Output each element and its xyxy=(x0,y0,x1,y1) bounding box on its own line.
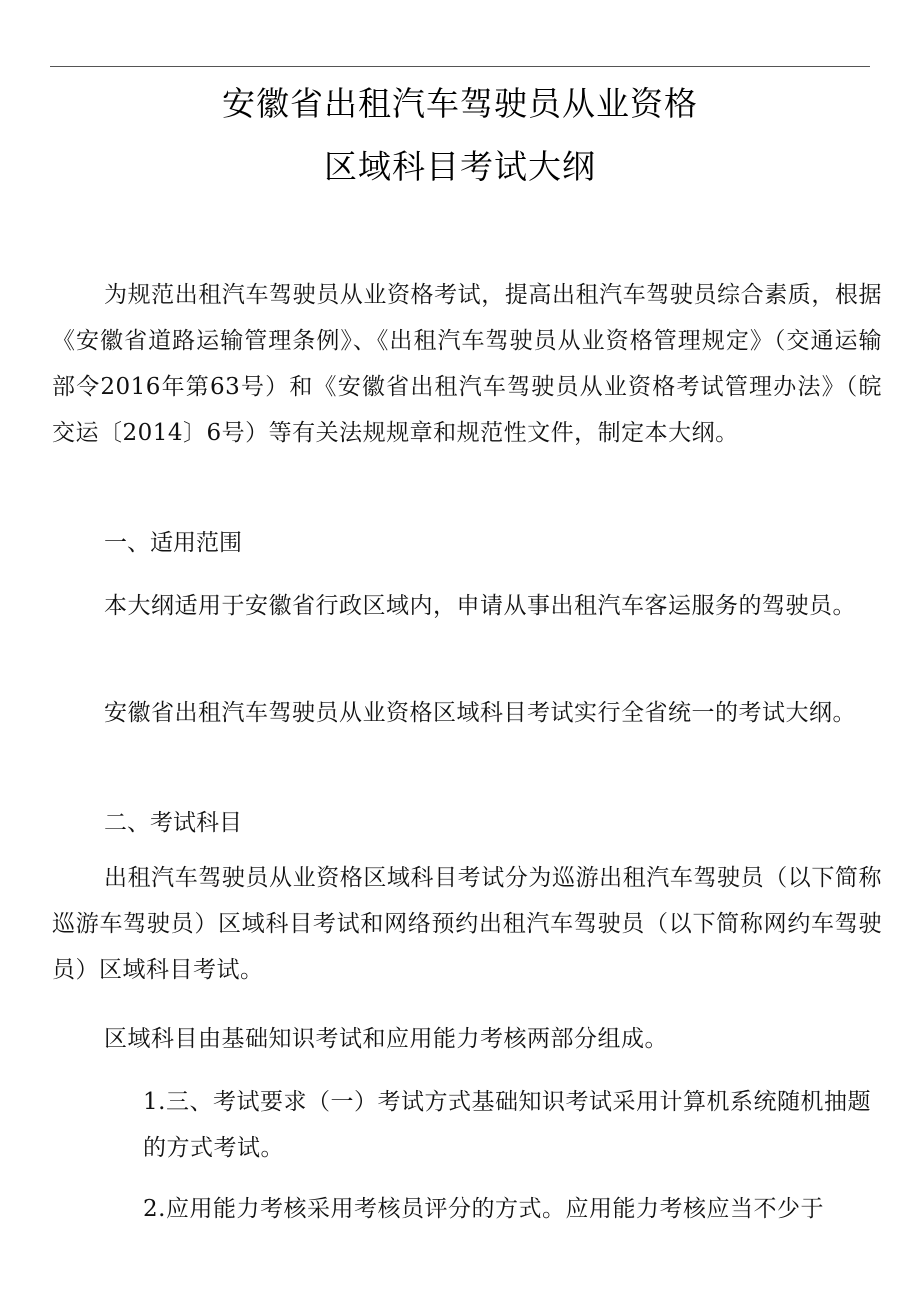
list-item-2: 2.应用能力考核采用考核员评分的方式。应用能力考核应当不少于 xyxy=(143,1196,824,1222)
section-heading-scope: 一、适用范围 xyxy=(104,530,242,556)
subjects-paragraph-1: 出租汽车驾驶员从业资格区域科目考试分为巡游出租汽车驾驶员（以下简称巡游车驾驶员）区域科目考试和网络预约出租汽车驾驶员（以下简称网约车驾驶员）区域科目考试。 xyxy=(52,865,882,983)
scope-paragraph-2: 安徽省出租汽车驾驶员从业资格区域科目考试实行全省统一的考试大纲。 xyxy=(104,700,856,726)
scope-paragraph-1: 本大纲适用于安徽省行政区域内，申请从事出租汽车客运服务的驾驶员。 xyxy=(104,593,856,619)
section-heading-subjects: 二、考试科目 xyxy=(104,810,242,836)
list-item-1: 1.三、考试要求（一）考试方式基础知识考试采用计算机系统随机抽题的方式考试。 xyxy=(143,1089,871,1161)
document-title-line-2: 区域科目考试大纲 xyxy=(324,147,596,186)
document-title-line-1: 安徽省出租汽车驾驶员从业资格 xyxy=(222,84,698,123)
subjects-paragraph-2: 区域科目由基础知识考试和应用能力考核两部分组成。 xyxy=(104,1026,668,1052)
header-rule xyxy=(50,66,870,67)
intro-paragraph: 为规范出租汽车驾驶员从业资格考试，提高出租汽车驾驶员综合素质，根据《安徽省道路运输管理条例》、《出租汽车驾驶员从业资格管理规定》（交通运输部令2016年第63号）和《安徽省出租汽车驾驶员从业资格考试管理办法》（皖交运〔2014〕6号）等有关法规规章和规范性文件，制定本大纲。 xyxy=(52,282,882,446)
